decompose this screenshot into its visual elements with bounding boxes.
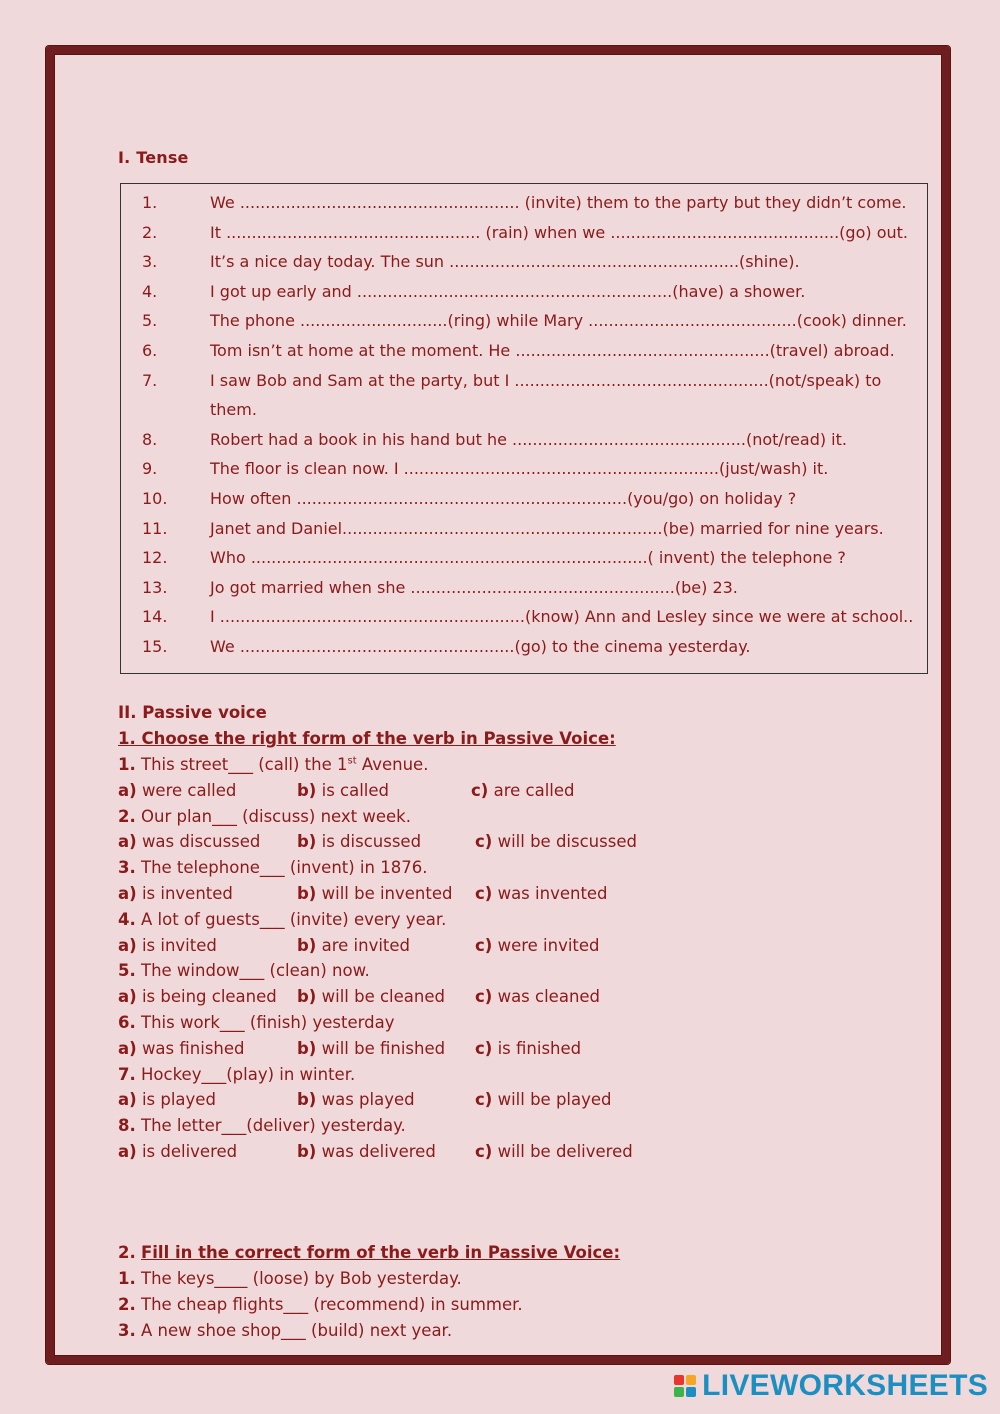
mc-question [118,1116,406,1135]
option-text: is played [141,1090,216,1110]
mc-question-text: The window___ (clean) now. [141,961,370,981]
option-label: a) [118,832,137,852]
option-text: will be discussed [497,832,637,852]
option-text: will be delivered [497,1142,633,1161]
section-title-tense: I. Tense [118,148,189,167]
option-label: c) [475,1038,493,1058]
fill-item-number: 2. [118,1295,136,1314]
logo-square [674,1375,684,1385]
option-text: are invited [321,935,411,955]
option-b[interactable] [297,781,389,800]
fill-item-text: A new shoe shop___ (build) next year. [141,1321,453,1340]
fill-item [118,1295,523,1314]
mc-question-text: Hockey___(play) in winter. [141,1064,356,1084]
part2-title: Fill in the correct form of the verb in Passive Voice: [141,1243,621,1262]
option-text: is called [321,780,390,800]
fill-item [118,1321,452,1340]
part1-title: 1. Choose the right form of the verb in Passive Voice: [118,729,616,748]
tense-item-number: 13. [142,577,168,597]
mc-question-number: 3. [118,858,136,878]
tense-exercise-box [120,183,928,674]
tense-item-number: 14. [142,607,168,627]
option-c[interactable] [475,884,608,903]
option-label: b) [297,832,317,852]
tense-item-number: 5. [142,311,158,331]
option-b[interactable] [297,1039,445,1058]
tense-item-text: Tom isn’t at home at the moment. He ..................................................(travel) abroad. [210,341,895,360]
option-label: c) [475,987,493,1007]
option-c[interactable] [475,936,600,955]
option-a[interactable] [118,1142,237,1161]
tense-item-number: 7. [142,370,158,390]
mc-question [118,1013,394,1032]
mc-question-number: 5. [118,961,136,981]
tense-item-number: 3. [142,252,158,272]
tense-item-text: Who ..............................................................................( invent) the telephone ? [210,548,846,568]
option-b[interactable] [297,936,410,955]
superscript: st [347,755,357,767]
tense-item-text: Robert had a book in his hand but he ..............................................(not/read) it. [210,429,847,449]
fill-item-text: The keys____ (loose) by Bob yesterday. [141,1269,462,1288]
tense-item-text: Janet and Daniel...............................................................(be) married for nine years. [210,518,884,538]
option-b[interactable] [297,1142,436,1161]
option-label: c) [475,884,493,903]
option-text: will be played [497,1090,612,1110]
mc-question-text: This work___ (finish) yesterday [141,1013,395,1032]
option-c[interactable] [471,781,574,800]
fill-item-number: 3. [118,1321,136,1340]
logo-square [686,1375,696,1385]
mc-question-text: The letter___(deliver) yesterday. [141,1116,406,1136]
tense-item-text: Jo got married when she ....................................................(be) 23. [210,577,738,597]
option-c[interactable] [475,987,600,1006]
option-a[interactable] [118,936,217,955]
tense-item-number: 12. [142,548,168,568]
mc-question-number: 2. [118,806,136,826]
option-a[interactable] [118,1090,216,1109]
option-label: a) [118,1090,137,1110]
option-text: was delivered [321,1142,436,1161]
option-label: c) [475,832,493,852]
mc-question-number: 1. [118,755,136,774]
logo-square [686,1387,696,1397]
option-a[interactable] [118,884,233,903]
mc-question-text: Our plan___ (discuss) next week. [141,806,411,826]
option-c[interactable] [475,1090,612,1109]
mc-question-text: The telephone___ (invent) in 1876. [141,858,428,878]
mc-question [118,755,428,774]
mc-question [118,1065,355,1084]
logo-icon [674,1375,696,1397]
mc-question [118,910,446,929]
option-label: a) [118,780,137,800]
option-text: was discussed [141,832,261,852]
option-a[interactable] [118,987,277,1006]
tense-item-text: How often .................................................................(you/go) on holiday ? [210,489,797,508]
logo-text: LIVEWORKSHEETS [702,1369,988,1402]
option-text: was finished [141,1038,245,1058]
option-text: is invented [141,884,233,903]
option-c[interactable] [475,1142,633,1161]
fill-item [118,1269,462,1288]
option-label: c) [475,935,493,955]
tense-item-number: 4. [142,281,158,301]
tense-item-text: We ....................................................... (invite) them to the party but they didn’t come. [210,193,907,212]
option-c[interactable] [475,832,637,851]
tense-item-text: I saw Bob and Sam at the party, but I ..................................................(not/speak) to [210,370,882,390]
mc-question [118,961,370,980]
option-text: were invited [497,935,600,955]
part2-number: 2. [118,1243,136,1262]
option-label: b) [297,1038,317,1058]
option-text: will be cleaned [321,987,445,1007]
tense-item-number: 6. [142,341,158,360]
option-c[interactable] [475,1039,581,1058]
fill-item-number: 1. [118,1269,136,1288]
option-label: b) [297,1142,317,1161]
option-a[interactable] [118,781,236,800]
option-label: a) [118,884,137,903]
option-text: is delivered [141,1142,238,1161]
mc-question-number: 4. [118,909,136,929]
option-text: is being cleaned [141,987,277,1007]
tense-item-number: 9. [142,459,158,479]
option-text: was invented [497,884,608,903]
option-b[interactable] [297,987,445,1006]
option-label: c) [475,1090,493,1110]
option-b[interactable] [297,884,452,903]
mc-question [118,858,427,877]
mc-question-number: 8. [118,1116,136,1136]
option-label: b) [297,1090,317,1110]
option-label: c) [475,1142,493,1161]
mc-question-number: 6. [118,1013,136,1032]
option-text: is invited [141,935,217,955]
mc-question-text-end: Avenue. [356,755,429,774]
tense-item-text: It .................................................. (rain) when we .............................................(go) out. [210,222,908,242]
option-text: was played [321,1090,415,1110]
tense-item-text: them. [210,400,257,420]
option-label: b) [297,935,317,955]
tense-item-text: The floor is clean now. I ..............................................................(just/wash) it. [210,459,829,479]
option-label: b) [297,884,317,903]
tense-item-text: It’s a nice day today. The sun .........................................................(shine). [210,252,800,272]
option-text: is discussed [321,832,422,852]
tense-item-number: 10. [142,489,168,508]
mc-question-text: A lot of guests___ (invite) every year. [141,909,447,929]
option-text: was cleaned [497,987,601,1007]
tense-item-number: 11. [142,518,168,538]
tense-item-text: The phone .............................(ring) while Mary .........................................(cook) dinner. [210,311,907,331]
tense-item-number: 15. [142,637,168,656]
liveworksheets-logo[interactable] [674,1368,988,1404]
option-text: are called [493,780,575,800]
tense-item-number: 2. [142,222,158,242]
option-a[interactable] [118,832,260,851]
option-a[interactable] [118,1039,245,1058]
mc-question-number: 7. [118,1064,136,1084]
option-text: is finished [497,1038,582,1058]
tense-item-text: I got up early and ..............................................................(have) a shower. [210,281,806,301]
mc-question [118,807,411,826]
option-label: a) [118,935,137,955]
option-label: a) [118,987,137,1007]
fill-item-text: The cheap flights___ (recommend) in summer. [141,1295,523,1314]
option-b[interactable] [297,832,421,851]
section-title-passive: II. Passive voice [118,703,267,722]
tense-item-number: 8. [142,429,158,449]
tense-item-number: 1. [142,193,158,212]
part2-heading [118,1243,620,1262]
mc-question-text: This street___ (call) the 1 [141,755,348,774]
option-text: were called [141,780,237,800]
option-label: b) [297,987,317,1007]
option-label: b) [297,780,317,800]
logo-square [674,1387,684,1397]
option-label: c) [471,780,489,800]
tense-item-text: We ......................................................(go) to the cinema yesterday. [210,637,751,656]
option-b[interactable] [297,1090,415,1109]
option-label: a) [118,1038,137,1058]
tense-item-text: I ............................................................(know) Ann and Lesley since we were at school.. [210,607,914,627]
option-label: a) [118,1142,137,1161]
option-text: will be invented [321,884,453,903]
option-text: will be finished [321,1038,446,1058]
